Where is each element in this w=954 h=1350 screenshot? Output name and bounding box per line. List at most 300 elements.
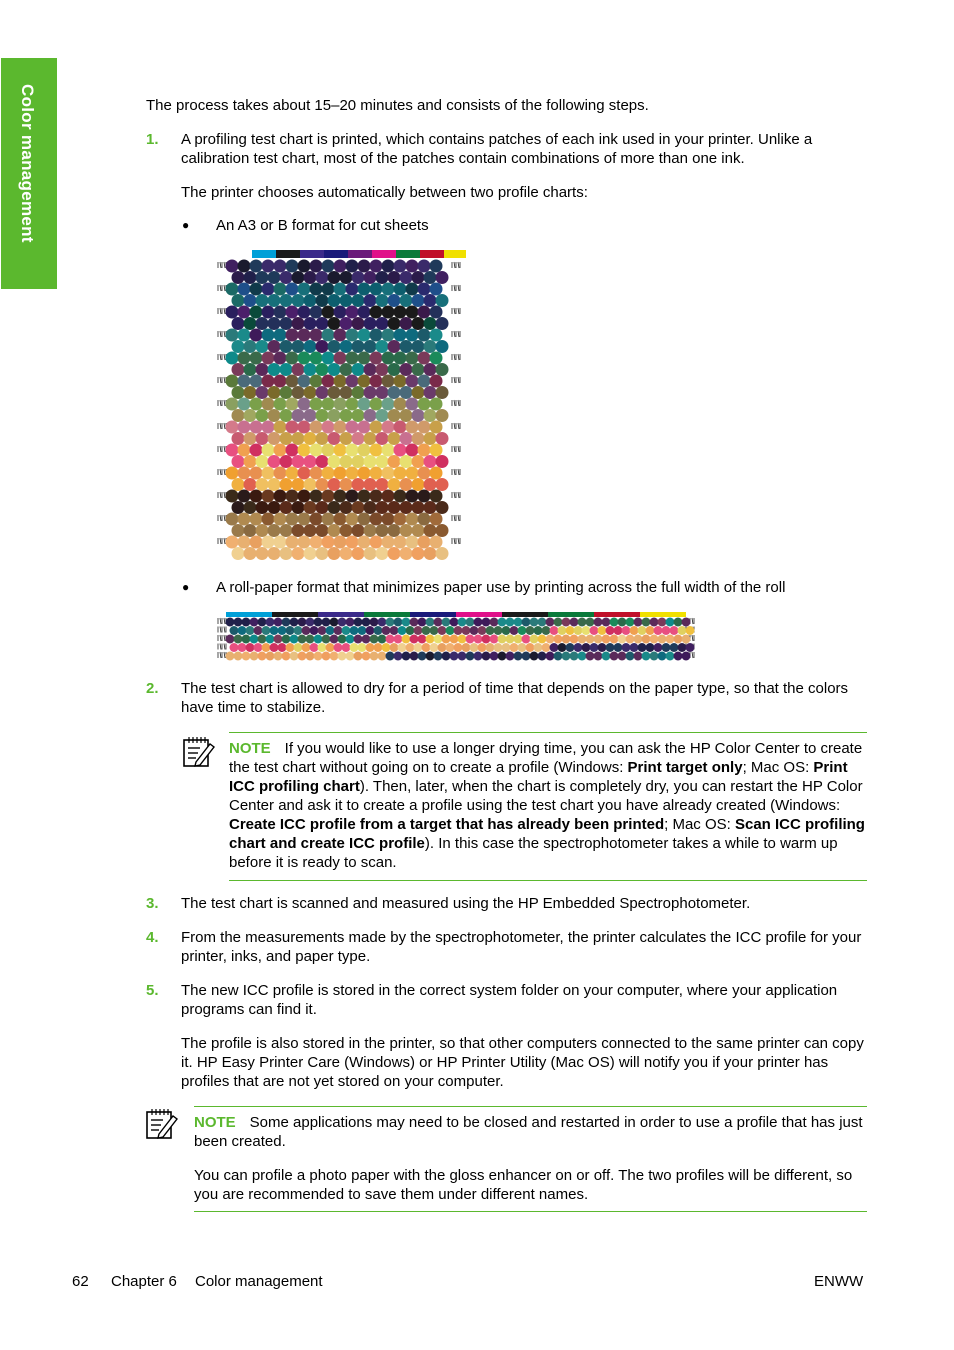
registration-mark (224, 652, 225, 658)
color-patch (424, 478, 437, 491)
color-patch (316, 432, 329, 445)
color-patch (370, 398, 383, 411)
color-patch (262, 421, 275, 434)
color-patch (376, 478, 389, 491)
color-patch (316, 547, 329, 560)
ink-patch (272, 612, 318, 617)
color-patch (366, 643, 375, 652)
color-patch (346, 260, 359, 273)
color-patch (466, 652, 475, 661)
color-patch (686, 626, 695, 635)
color-patch (226, 398, 239, 411)
note-icon (145, 1108, 179, 1142)
color-patch (526, 626, 535, 635)
color-patch (424, 363, 437, 376)
registration-mark (454, 285, 455, 291)
color-patch (436, 455, 449, 468)
color-patch (226, 375, 239, 388)
color-patch (298, 329, 311, 342)
color-patch (618, 618, 627, 627)
color-patch (550, 626, 559, 635)
color-patch (334, 643, 343, 652)
color-patch (436, 501, 449, 514)
color-patch (376, 547, 389, 560)
color-patch (678, 643, 687, 652)
registration-mark (220, 423, 221, 429)
a3-profile-chart-image (216, 248, 466, 560)
color-patch (286, 444, 299, 457)
color-patch (292, 501, 305, 514)
color-patch (340, 501, 353, 514)
color-patch (422, 626, 431, 635)
color-patch (298, 536, 311, 549)
color-patch (250, 444, 263, 457)
color-patch (334, 490, 347, 503)
color-patch (282, 652, 291, 661)
color-patch (430, 513, 443, 526)
color-patch (280, 409, 293, 422)
intro-text: The process takes about 15–20 minutes and consists of the following steps. (146, 97, 649, 114)
color-patch (370, 283, 383, 296)
color-patch (370, 652, 379, 661)
color-patch (442, 618, 451, 627)
color-patch (244, 294, 257, 307)
color-patch (286, 626, 295, 635)
registration-mark (220, 446, 221, 452)
color-patch (666, 618, 675, 627)
color-patch (352, 294, 365, 307)
color-patch (256, 271, 269, 284)
color-patch (292, 317, 305, 330)
color-patch (306, 652, 315, 661)
color-patch (474, 652, 483, 661)
color-patch (322, 444, 335, 457)
color-patch (298, 306, 311, 319)
color-patch (412, 455, 425, 468)
color-patch (346, 635, 355, 644)
note-label: NOTE (229, 740, 271, 757)
color-patch (406, 467, 419, 480)
color-patch (622, 626, 631, 635)
color-patch (274, 375, 287, 388)
color-patch (346, 352, 359, 365)
registration-mark (224, 400, 225, 406)
color-patch (242, 618, 251, 627)
color-patch (376, 501, 389, 514)
note-text: Some applications may need to be closed and restarted in order to use a profile that has just been created. (194, 1114, 863, 1150)
color-patch (358, 444, 371, 457)
color-patch (316, 409, 329, 422)
color-patch (446, 626, 455, 635)
note-text: ; Mac OS: (742, 759, 814, 776)
color-patch (310, 513, 323, 526)
color-patch (478, 643, 487, 652)
registration-mark (224, 285, 225, 291)
ink-patch (364, 612, 410, 617)
color-patch (226, 652, 235, 661)
color-patch (328, 294, 341, 307)
color-patch (376, 386, 389, 399)
registration-mark (454, 400, 455, 406)
color-patch (334, 306, 347, 319)
color-patch (562, 635, 571, 644)
color-patch (238, 421, 251, 434)
color-patch (268, 478, 281, 491)
color-patch (430, 626, 439, 635)
color-patch (250, 398, 263, 411)
color-patch (322, 352, 335, 365)
color-patch (286, 643, 295, 652)
color-patch (382, 643, 391, 652)
color-patch (310, 306, 323, 319)
color-patch (298, 444, 311, 457)
color-patch (618, 635, 627, 644)
ink-patch (548, 612, 594, 617)
registration-mark (458, 400, 459, 406)
color-patch (232, 455, 245, 468)
color-patch (376, 409, 389, 422)
color-patch (316, 524, 329, 537)
color-patch (244, 501, 257, 514)
color-patch (226, 329, 239, 342)
color-patch (610, 618, 619, 627)
color-patch (594, 652, 603, 661)
color-patch (316, 294, 329, 307)
color-patch (518, 626, 527, 635)
color-patch (430, 467, 443, 480)
color-patch (262, 329, 275, 342)
color-patch (268, 432, 281, 445)
color-patch (442, 652, 451, 661)
color-patch (458, 618, 467, 627)
color-patch (268, 317, 281, 330)
color-patch (598, 626, 607, 635)
registration-mark (220, 262, 221, 268)
color-patch (352, 524, 365, 537)
color-patch (256, 294, 269, 307)
color-patch (642, 652, 651, 661)
color-patch (354, 618, 363, 627)
color-patch (304, 363, 317, 376)
note-label: NOTE (194, 1114, 236, 1131)
color-patch (400, 317, 413, 330)
color-patch (376, 432, 389, 445)
color-patch (226, 352, 239, 365)
color-patch (514, 652, 523, 661)
color-patch (436, 386, 449, 399)
color-patch (238, 260, 251, 273)
color-patch (370, 513, 383, 526)
registration-mark (454, 308, 455, 314)
color-patch (352, 340, 365, 353)
color-patch (298, 490, 311, 503)
registration-mark (224, 644, 225, 650)
color-patch (586, 652, 595, 661)
color-patch (238, 306, 251, 319)
color-patch (394, 375, 407, 388)
color-patch (430, 329, 443, 342)
color-patch (590, 643, 599, 652)
color-patch (388, 501, 401, 514)
color-patch (470, 626, 479, 635)
color-patch (334, 467, 347, 480)
color-patch (650, 635, 659, 644)
color-patch (346, 375, 359, 388)
color-patch (610, 635, 619, 644)
color-patch (522, 635, 531, 644)
color-patch (346, 618, 355, 627)
registration-mark (458, 285, 459, 291)
color-patch (304, 455, 317, 468)
color-patch (326, 626, 335, 635)
color-patch (370, 375, 383, 388)
color-patch (330, 635, 339, 644)
color-patch (382, 536, 395, 549)
color-patch (274, 618, 283, 627)
color-patch (232, 524, 245, 537)
color-patch (424, 271, 437, 284)
color-patch (340, 340, 353, 353)
color-patch (510, 643, 519, 652)
color-patch (340, 547, 353, 560)
color-patch (298, 652, 307, 661)
color-patch (382, 490, 395, 503)
color-patch (506, 635, 515, 644)
color-patch (250, 513, 263, 526)
ink-patch (410, 612, 456, 617)
color-patch (430, 260, 443, 273)
color-patch (436, 478, 449, 491)
color-patch (358, 306, 371, 319)
color-patch (436, 294, 449, 307)
color-patch (358, 352, 371, 365)
color-patch (638, 643, 647, 652)
color-patch (238, 626, 247, 635)
color-patch (280, 386, 293, 399)
color-patch (502, 643, 511, 652)
color-patch (322, 421, 335, 434)
color-patch (322, 635, 331, 644)
registration-mark (458, 492, 459, 498)
color-patch (430, 490, 443, 503)
color-patch (534, 643, 543, 652)
color-patch (418, 635, 427, 644)
color-patch (334, 626, 343, 635)
color-patch (254, 643, 263, 652)
registration-mark (692, 652, 693, 658)
color-patch (402, 652, 411, 661)
color-patch (558, 626, 567, 635)
color-patch (390, 626, 399, 635)
color-patch (342, 626, 351, 635)
color-patch (424, 524, 437, 537)
color-patch (226, 635, 235, 644)
color-patch (262, 306, 275, 319)
color-patch (262, 626, 271, 635)
color-patch (418, 352, 431, 365)
color-patch (370, 618, 379, 627)
color-patch (506, 618, 515, 627)
color-patch (262, 283, 275, 296)
color-patch (490, 652, 499, 661)
color-patch (280, 363, 293, 376)
color-patch (304, 409, 317, 422)
color-patch (262, 375, 275, 388)
color-patch (578, 652, 587, 661)
color-patch (352, 386, 365, 399)
color-patch (538, 635, 547, 644)
color-patch (418, 306, 431, 319)
color-patch (450, 652, 459, 661)
color-patch (244, 271, 257, 284)
registration-mark (458, 538, 459, 544)
color-patch (418, 329, 431, 342)
step-number: 1. (146, 131, 159, 148)
ink-patch (444, 250, 466, 258)
ink-patch (502, 612, 548, 617)
color-patch (352, 363, 365, 376)
color-patch (430, 421, 443, 434)
registration-mark (224, 469, 225, 475)
color-patch (606, 643, 615, 652)
color-patch (382, 375, 395, 388)
color-patch (482, 635, 491, 644)
color-patch (256, 340, 269, 353)
color-patch (250, 618, 259, 627)
color-patch (370, 260, 383, 273)
color-patch (230, 626, 239, 635)
color-patch (322, 467, 335, 480)
color-patch (352, 547, 365, 560)
color-patch (334, 536, 347, 549)
color-patch (346, 467, 359, 480)
color-patch (364, 294, 377, 307)
color-patch (382, 329, 395, 342)
color-patch (394, 398, 407, 411)
color-patch (314, 618, 323, 627)
registration-mark (224, 627, 225, 633)
registration-mark (224, 308, 225, 314)
color-patch (316, 478, 329, 491)
note-bottom-rule (194, 1211, 867, 1212)
color-patch (244, 432, 257, 445)
registration-mark (454, 515, 455, 521)
color-patch (406, 536, 419, 549)
color-patch (394, 329, 407, 342)
color-patch (242, 635, 251, 644)
color-patch (634, 652, 643, 661)
color-patch (250, 652, 259, 661)
color-patch (602, 618, 611, 627)
step-text: The test chart is scanned and measured using the HP Embedded Spectrophotometer. (181, 895, 751, 912)
color-patch (638, 626, 647, 635)
color-patch (514, 618, 523, 627)
color-patch (430, 444, 443, 457)
color-patch (286, 421, 299, 434)
color-patch (250, 421, 263, 434)
color-patch (238, 467, 251, 480)
color-patch (328, 409, 341, 422)
color-patch (654, 643, 663, 652)
color-patch (310, 421, 323, 434)
color-patch (382, 398, 395, 411)
color-patch (294, 626, 303, 635)
color-patch (250, 375, 263, 388)
color-patch (436, 409, 449, 422)
color-patch (634, 618, 643, 627)
ink-patch (640, 612, 686, 617)
registration-mark (454, 377, 455, 383)
note-bold-command: Print target only (627, 759, 743, 776)
color-patch (346, 329, 359, 342)
color-patch (482, 652, 491, 661)
color-patch (626, 652, 635, 661)
color-patch (514, 635, 523, 644)
bullet-icon: ● (182, 218, 190, 232)
color-patch (546, 618, 555, 627)
color-patch (352, 478, 365, 491)
color-patch (274, 467, 287, 480)
color-patch (388, 271, 401, 284)
color-patch (558, 643, 567, 652)
color-patch (398, 626, 407, 635)
color-patch (650, 618, 659, 627)
color-patch (370, 444, 383, 457)
color-patch (436, 271, 449, 284)
ink-patch (420, 250, 444, 258)
color-patch (334, 421, 347, 434)
footer-chapter: Chapter 6 (111, 1273, 177, 1290)
color-patch (226, 536, 239, 549)
color-patch (370, 635, 379, 644)
color-patch (310, 283, 323, 296)
color-patch (328, 501, 341, 514)
color-patch (306, 635, 315, 644)
note-top-rule (194, 1106, 867, 1107)
color-patch (322, 536, 335, 549)
color-patch (340, 409, 353, 422)
color-patch (238, 513, 251, 526)
color-patch (250, 536, 263, 549)
color-patch (388, 547, 401, 560)
color-patch (286, 260, 299, 273)
color-patch (394, 260, 407, 273)
color-patch (292, 271, 305, 284)
note-paragraph (229, 739, 869, 872)
color-patch (226, 306, 239, 319)
color-patch (346, 652, 355, 661)
color-patch (280, 547, 293, 560)
color-patch (268, 363, 281, 376)
color-patch (292, 363, 305, 376)
color-patch (426, 635, 435, 644)
color-patch (362, 618, 371, 627)
color-patch (334, 352, 347, 365)
color-patch (268, 547, 281, 560)
color-patch (234, 635, 243, 644)
color-patch (286, 375, 299, 388)
color-patch (406, 260, 419, 273)
color-patch (256, 547, 269, 560)
color-patch (378, 618, 387, 627)
color-patch (388, 478, 401, 491)
color-patch (602, 652, 611, 661)
color-patch (274, 513, 287, 526)
color-patch (358, 467, 371, 480)
color-patch (322, 329, 335, 342)
color-patch (246, 626, 255, 635)
registration-mark (454, 354, 455, 360)
